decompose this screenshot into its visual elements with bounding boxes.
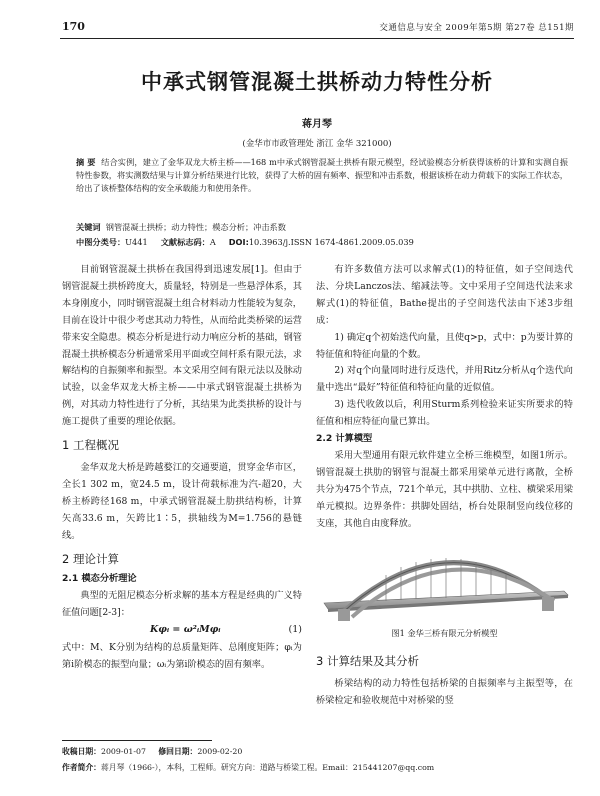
- equation-explanation: 式中：M、K分别为结构的总质量矩阵、总刚度矩阵；φᵢ为第i阶模态的振型向量；ωᵢ为第i阶模态的固有频率。: [62, 642, 302, 671]
- keywords-text: 钢管混凝土拱桥；动力特性；模态分析；冲击系数: [105, 222, 286, 232]
- intro-paragraph: 目前钢管混凝土拱桥在我国得到迅速发展[1]。但由于钢管混凝土拱桥跨度大，质量轻，特别是一些悬浮体系，其本身刚度小，同时钢管混凝土组合材料动力性能较为复杂，目前在设计中很少考虑其动力特性，从而给此类桥梁的运营带来安全隐患。模态分析是进行动力响应分析的基础，钢管混凝土拱桥模态分析通常采用平面或空间杆系有限元法，求解结构的自振频率和振型。本文采用空间有限元法以及脉动试验，以金华双龙大桥主桥——中承式钢管混凝土拱桥为例，对其动力特性进行了分析，其结果为此类拱桥的设计与施工提供了重要的理论依据。: [62, 264, 302, 428]
- section-2-2-paragraph: 采用大型通用有限元软件建立全桥三维模型，如图1所示。钢管混凝土拱肋的钢管与混凝土都采用梁单元进行离散，全桥共分为475个节点，721个单元，其中拱肋、立柱、横梁采用梁单元模拟。边界条件：拱脚处固结，桥台处限制竖向线位移的支座，其他自由度释放。: [316, 449, 573, 529]
- revised-label: 修回日期：: [158, 747, 198, 756]
- equation-1: [62, 622, 302, 640]
- solver-paragraph: 有许多数值方法可以求解式(1)的特征值，如子空间迭代法、分块Lanczos法、缩减法等。文中采用子空间迭代法来求解式(1)的特征值，Bathe提出的子空间迭代法由下述3步组成：: [316, 264, 573, 326]
- bio-label: 作者简介：: [62, 763, 101, 772]
- running-head: 交通信息与安全 2009年第5期 第27卷 总151期: [379, 23, 574, 33]
- page-number: 170: [62, 20, 85, 33]
- revised-date: 2009-02-20: [197, 747, 243, 756]
- affiliation: (金华市市政管理处 浙江 金华 321000): [242, 139, 392, 149]
- keywords: [76, 222, 568, 233]
- abstract-text: 结合实例，建立了金华双龙大桥主桥——168 m中承式钢管混凝土拱桥有限元模型，经试验模态分析获得该桥的计算和实测自振特性参数，将实测数结果与计算分析结果进行比较，获得了大桥的固有频率、振型和冲击系数，根据该桥在动力荷载下的实际工作状态，给出了该桥整体结构的安全承载能力和使用条件。: [76, 157, 568, 193]
- paper-title: 中承式钢管混凝土拱桥动力特性分析: [141, 70, 493, 94]
- author-bio-footnote: [62, 762, 574, 773]
- classification: [76, 237, 568, 248]
- figure-caption: 图1 金华三桥有限元分析模型: [391, 627, 498, 638]
- equation-number: (1): [288, 624, 302, 636]
- doc-value: A: [209, 237, 216, 247]
- section-1-heading: 1 工程概况: [62, 438, 119, 453]
- section-1-paragraph: 金华双龙大桥是跨越婺江的交通要道，贯穿金华市区，全长1 302 m，宽24.5 m，设计荷载标准为汽-超20，大桥主桥跨径168 m，中承式钢管混凝土肋拱结构桥，计算矢高33.6 m，矢跨比1∶5，拱轴线为M=1.756的悬链线。: [62, 461, 302, 541]
- doi-value: 10.3963/j.ISSN 1674-4861.2009.05.039: [248, 237, 414, 247]
- section-3-heading: 3 计算结果及其分析: [316, 654, 419, 669]
- bio-text: 蒋月琴（1966-），本科，工程师。研究方向：道路与桥梁工程。Email：215441207@qq.com: [100, 763, 435, 772]
- abstract-label: 摘 要: [76, 157, 96, 167]
- section-2-2-heading: 2.2 计算模型: [316, 433, 373, 445]
- received-date: 2009-01-07: [100, 747, 146, 756]
- keywords-label: 关键词: [76, 222, 101, 232]
- step-3: 3) 迭代收敛以后，利用Sturm系列检验来证实所要求的特征值和相应特征向量已算出。: [316, 399, 573, 428]
- equation-body: Kφᵢ = ω²ᵢMφᵢ: [150, 624, 221, 636]
- figure-1: [316, 537, 573, 625]
- received-label: 收稿日期：: [62, 747, 101, 756]
- bridge-fe-model-figure: [316, 537, 573, 625]
- section-2-heading: 2 理论计算: [62, 551, 119, 566]
- author: 蒋月琴: [302, 119, 332, 130]
- doc-label: 文献标志码：: [160, 237, 210, 247]
- clc-value: U441: [125, 237, 148, 247]
- header-rule: [60, 38, 574, 39]
- dates-footnote: [62, 746, 574, 757]
- clc-label: 中图分类号：: [76, 237, 126, 247]
- section-3-paragraph: 桥梁结构的动力特性包括桥梁的自振频率与主振型等，在桥梁检定和验收规范中对桥梁的竖: [316, 678, 573, 707]
- footnote-rule: [62, 740, 212, 741]
- step-2: 2) 对q个向量同时进行反迭代，并用Ritz分析从q个迭代向量中选出“最好”特征值和特征向量的近似值。: [316, 365, 573, 394]
- left-column: [62, 262, 302, 674]
- step-1: 1) 确定q个初始迭代向量，且使q>p，式中：p为要计算的特征值和特征向量的个数。: [316, 331, 573, 360]
- abstract: [76, 156, 568, 194]
- section-2-1-paragraph: 典型的无阻尼模态分析求解的基本方程是经典的广义特征值问题[2-3]：: [62, 590, 302, 619]
- right-column: [316, 262, 573, 710]
- doi-label: DOI:: [228, 237, 249, 247]
- section-2-1-heading: 2.1 模态分析理论: [62, 573, 137, 585]
